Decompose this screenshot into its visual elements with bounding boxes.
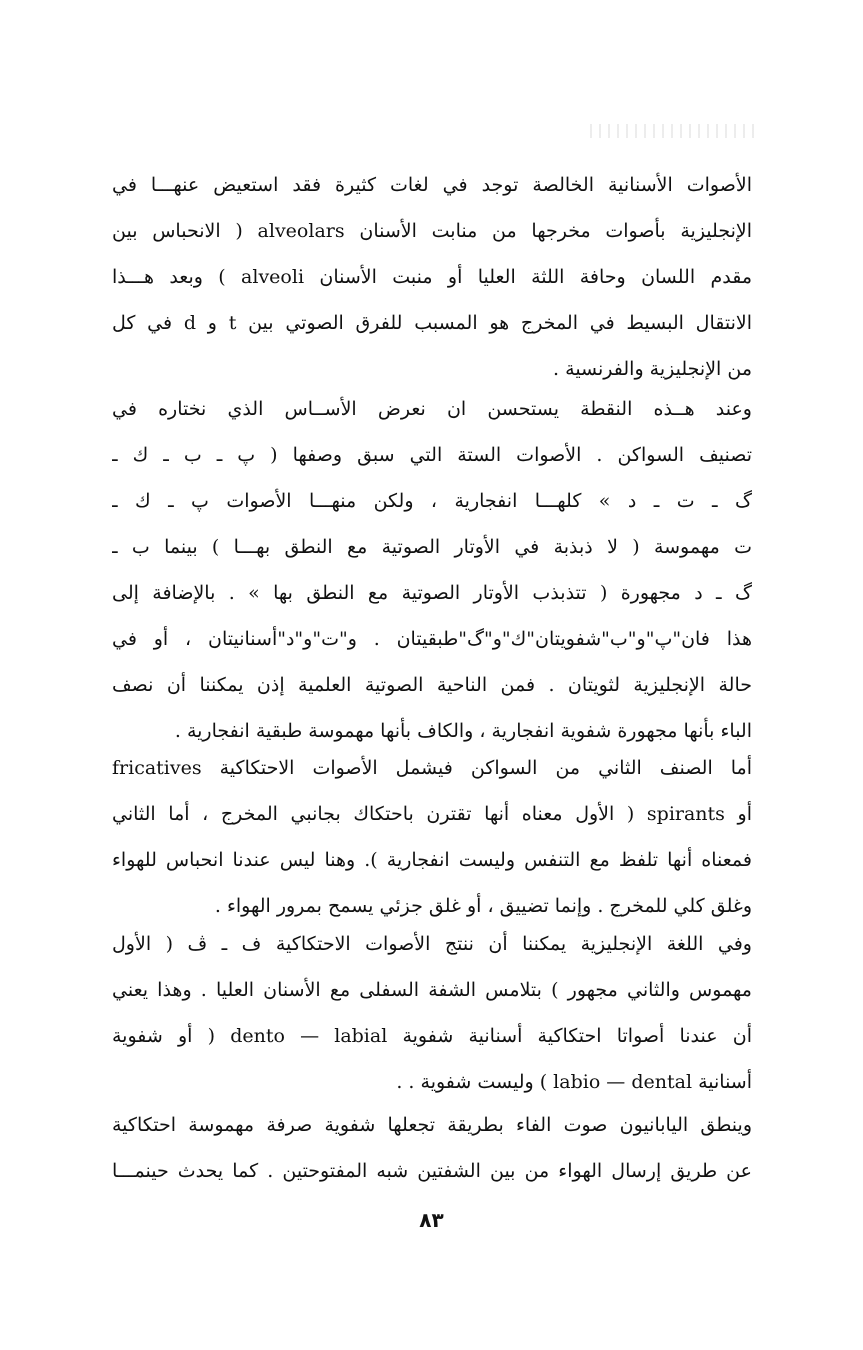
text-line: تصنيف السواكن . الأصوات الستة التي سبق وصفها ( پ ـ ب ـ ك ـ	[112, 444, 752, 466]
text-line: أن عندنا أصواتا احتكاكية أسنانية شفوية dento — labial ( أو شفوية	[112, 1025, 752, 1047]
paragraph-3	[112, 745, 752, 929]
text-line: عن طريق إرسال الهواء من بين الشفتين شبه المفتوحتين . كما يحدث حينمـــا	[112, 1160, 752, 1182]
page-number: ٨٣	[419, 1208, 444, 1232]
text-line: أو spirants ( الأول معناه أنها تقترن باحتكاك بجانبي المخرج ، أما الثاني	[112, 803, 752, 825]
text-line: گ ـ ت ـ د » كلهـــا انفجارية ، ولكن منهـــا الأصوات پ ـ ك ـ	[112, 490, 752, 512]
text-line: أما الصنف الثاني من السواكن فيشمل الأصوات الاحتكاكية fricatives	[112, 757, 752, 779]
text-line: فمعناه أنها تلفظ مع التنفس وليست انفجارية ). وهنا ليس عندنا انحباس للهواء	[112, 849, 752, 871]
text-line: ت مهموسة ( لا ذبذبة في الأوتار الصوتية مع النطق بهـــا ) بينما ب ـ	[112, 536, 752, 558]
text-line: الإنجليزية بأصوات مخرجها من منابت الأسنان alveolars ( الانحباس بين	[112, 220, 752, 242]
text-line: گ ـ د مجهورة ( تتذبذب الأوتار الصوتية مع النطق بها » . بالإضافة إلى	[112, 582, 752, 604]
paragraph-4	[112, 921, 752, 1105]
text-line: أسنانية labio — dental ) وليست شفوية . .	[396, 1071, 752, 1093]
text-line: وينطق اليابانيون صوت الفاء بطريقة تجعلها شفوية صرفة مهموسة احتكاكية	[112, 1114, 752, 1136]
text-line: الباء بأنها مجهورة شفوية انفجارية ، والكاف بأنها مهموسة طبقية انفجارية .	[174, 720, 752, 742]
scan-speck-decoration	[590, 124, 760, 138]
text-line: مقدم اللسان وحافة اللثة العليا أو منبت الأسنان alveoli ) وبعد هـــذا	[112, 266, 752, 288]
text-line: وعند هــذه النقطة يستحسن ان نعرض الأســاس الذي نختاره في	[112, 398, 752, 420]
text-line: وغلق كلي للمخرج . وإنما تضييق ، أو غلق جزئي يسمح بمرور الهواء .	[214, 895, 752, 917]
paragraph-5	[112, 1102, 752, 1194]
text-line: من الإنجليزية والفرنسية .	[553, 358, 752, 380]
text-line: حالة الإنجليزية لثويتان . فمن الناحية الصوتية العلمية إذن يمكننا أن نصف	[112, 674, 752, 696]
paragraph-1	[112, 162, 752, 392]
text-line: الانتقال البسيط في المخرج هو المسبب للفرق الصوتي بين t و d في كل	[112, 312, 752, 334]
text-line: مهموس والثاني مجهور ) بتلامس الشفة السفلى مع الأسنان العليا . وهذا يعني	[112, 979, 752, 1001]
text-line: وفي اللغة الإنجليزية يمكننا أن ننتج الأصوات الاحتكاكية ف ـ ڤ ( الأول	[112, 933, 752, 955]
paragraph-2	[112, 386, 752, 754]
text-line: هذا فان"پ"و"ب"شفويتان"ك"و"گ"طبقيتان . و"ت"و"د"أسنانيتان ، أو في	[112, 628, 752, 650]
text-line: الأصوات الأسنانية الخالصة توجد في لغات كثيرة فقد استعيض عنهـــا في	[112, 174, 752, 196]
